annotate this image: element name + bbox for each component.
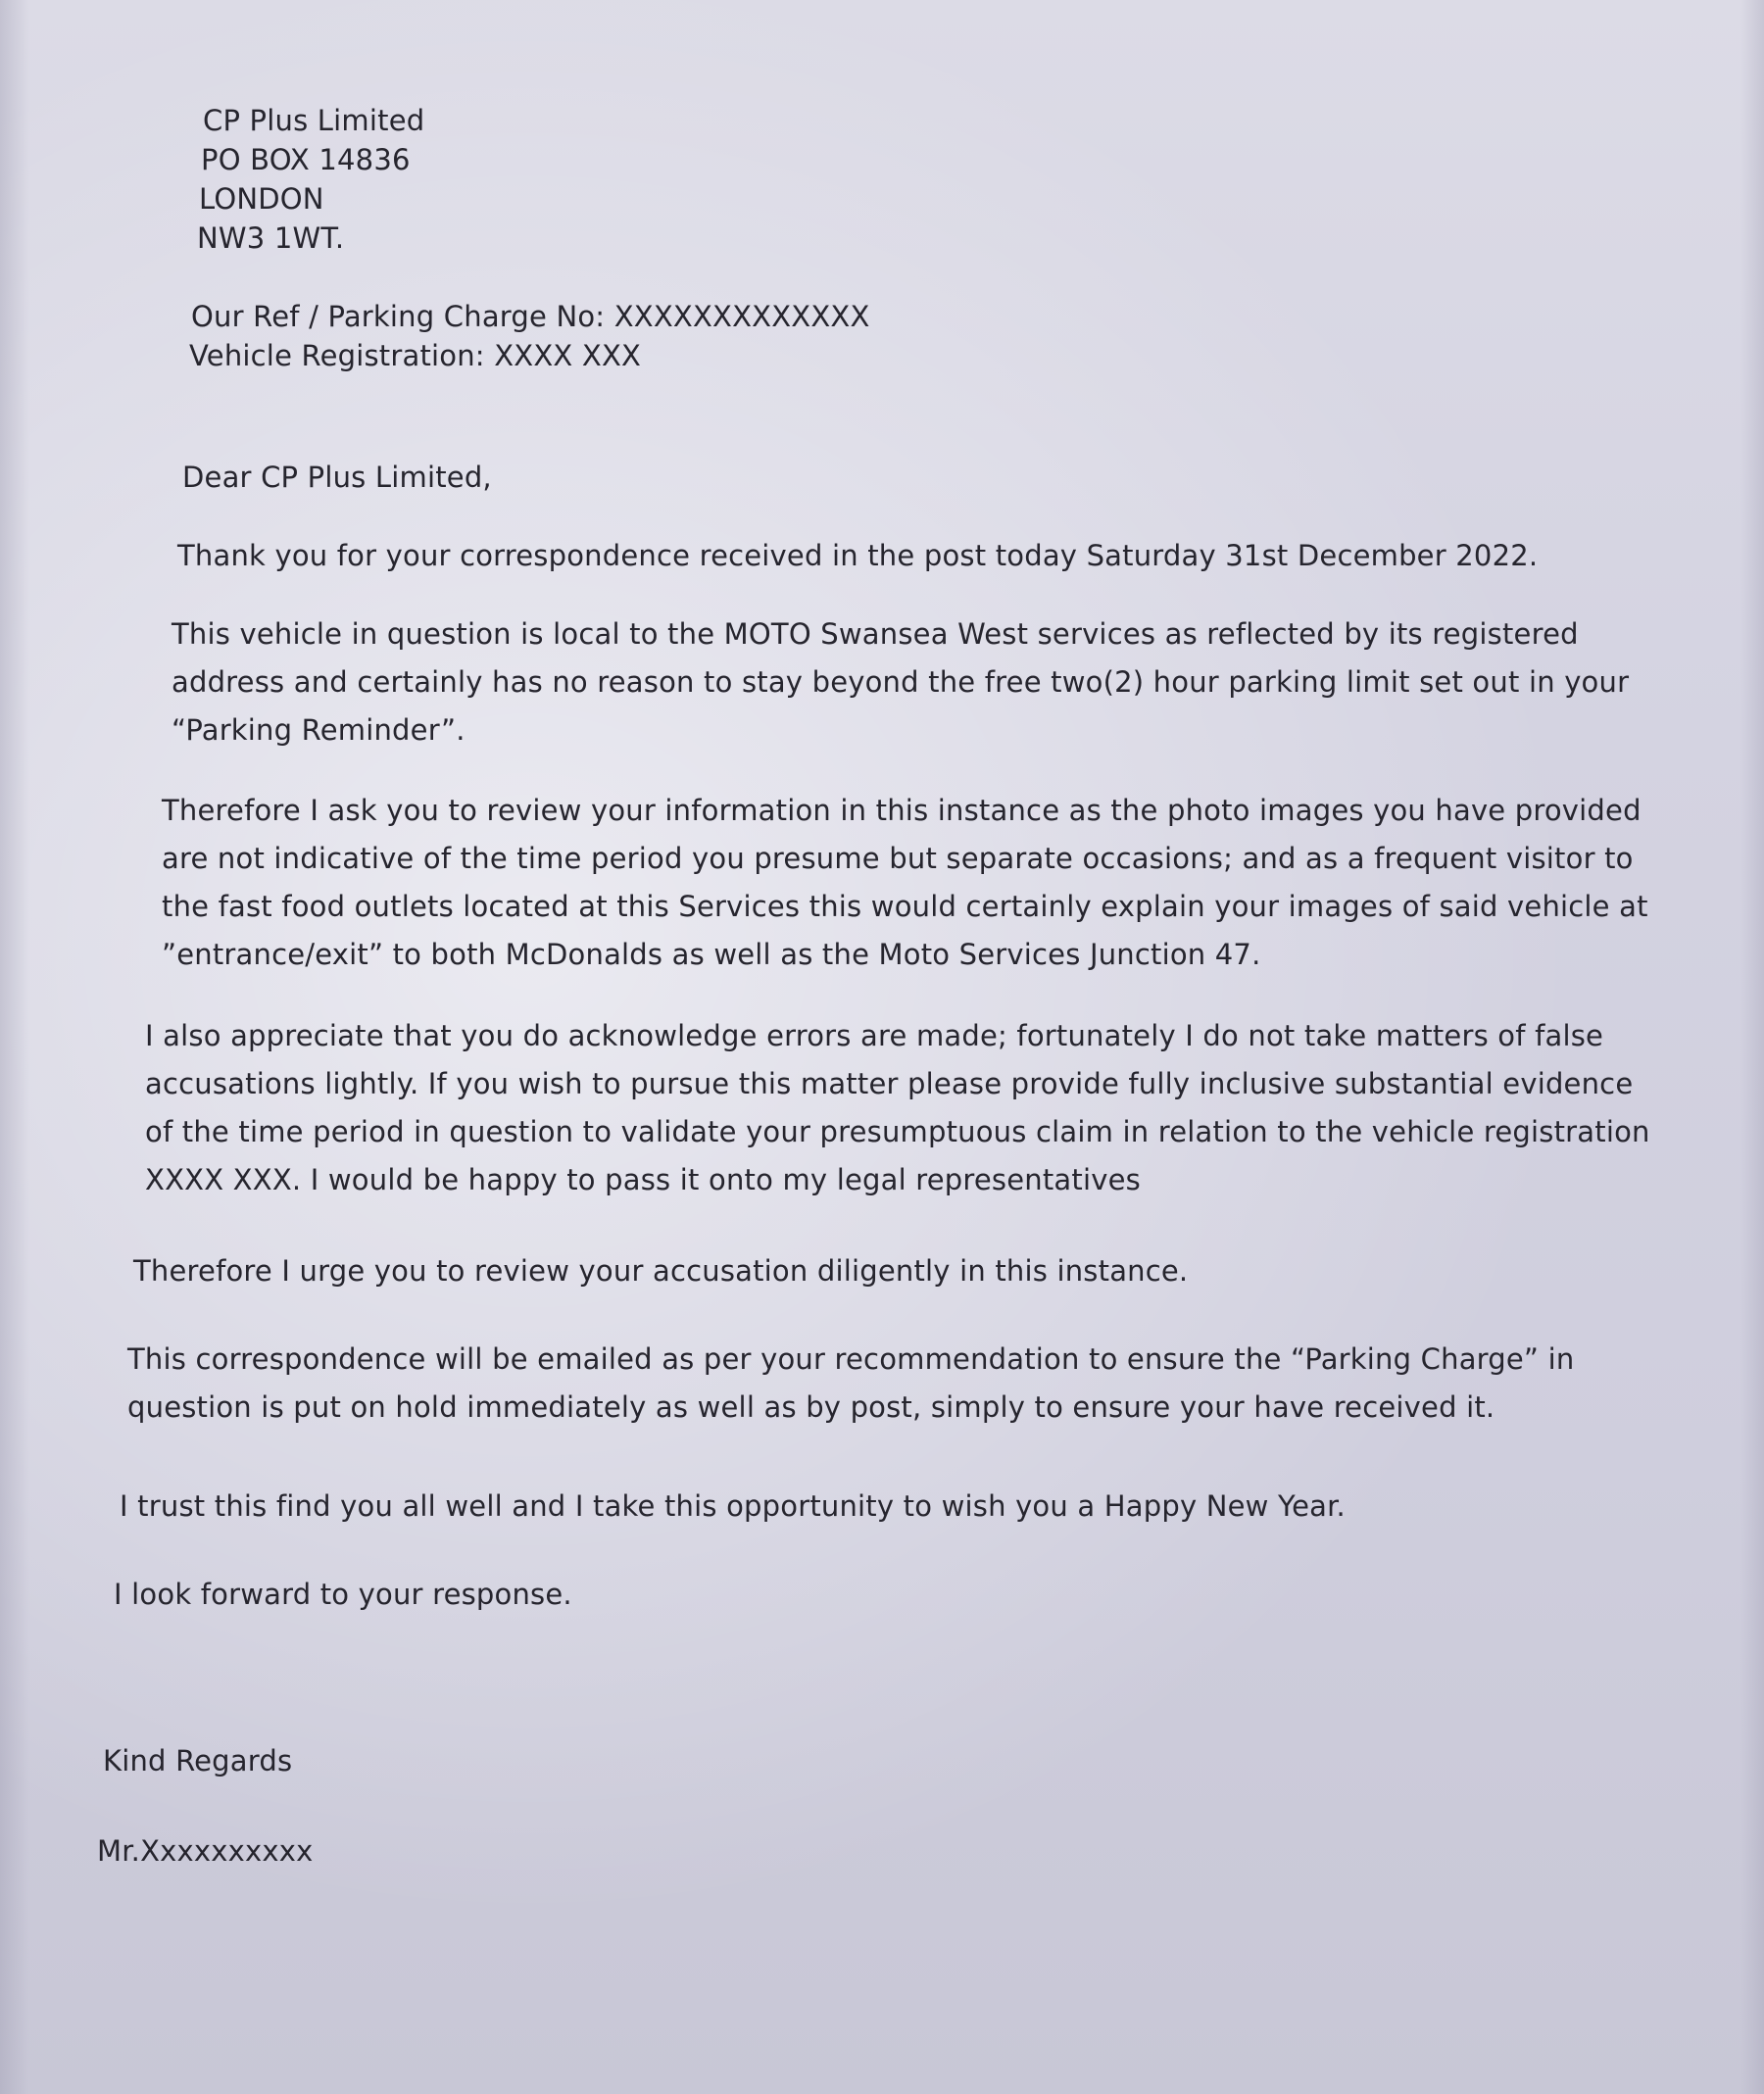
page-edge-shadow-left xyxy=(0,0,29,2094)
paragraph-urge-review xyxy=(133,1247,1188,1295)
paragraph-look-forward xyxy=(114,1571,572,1619)
paragraph-line: I trust this find you all well and I take this opportunity to wish you a Happy New Year. xyxy=(120,1489,1346,1523)
paragraph-line: “Parking Reminder”. xyxy=(172,713,466,747)
paragraph-errors-evidence xyxy=(145,1012,1650,1204)
address-line-pobox: PO BOX 14836 xyxy=(201,143,411,176)
paragraph-line: XXXX XXX. I would be happy to pass it onto my legal representatives xyxy=(145,1163,1141,1196)
closing: Kind Regards xyxy=(103,1744,293,1777)
paragraph-line: are not indicative of the time period you presume but separate occasions; and as a frequent visitor to xyxy=(162,842,1634,875)
vehicle-registration: Vehicle Registration: XXXX XXX xyxy=(189,339,642,372)
paragraph-line: This vehicle in question is local to the MOTO Swansea West services as reflected by its registered xyxy=(172,617,1579,651)
address-line-postcode: NW3 1WT. xyxy=(197,221,345,255)
address-line-company: CP Plus Limited xyxy=(203,104,425,137)
address-line-city: LONDON xyxy=(199,182,324,216)
paragraph-line: Thank you for your correspondence received in the post today Saturday 31st December 2022. xyxy=(177,539,1539,572)
paragraph-line: Therefore I ask you to review your information in this instance as the photo images you have provided xyxy=(162,794,1642,827)
paragraph-line: Therefore I urge you to review your accusation diligently in this instance. xyxy=(133,1254,1189,1288)
paragraph-thanks xyxy=(177,532,1538,580)
paragraph-line: This correspondence will be emailed as per your recommendation to ensure the “Parking Charge” in xyxy=(127,1342,1575,1376)
paragraph-vehicle-local xyxy=(172,610,1629,755)
paragraph-review-information xyxy=(162,787,1648,979)
parking-charge-reference: Our Ref / Parking Charge No: XXXXXXXXXXXXX xyxy=(191,300,870,333)
paragraph-line: the fast food outlets located at this Services this would certainly explain your images of said vehicle at xyxy=(162,890,1648,923)
page-edge-shadow-right xyxy=(1740,0,1764,2094)
paragraph-line: I look forward to your response. xyxy=(114,1578,572,1611)
paragraph-line: I also appreciate that you do acknowledge errors are made; fortunately I do not take matters of false xyxy=(145,1019,1604,1052)
paragraph-line: address and certainly has no reason to stay beyond the free two(2) hour parking limit set out in your xyxy=(172,665,1630,699)
paragraph-line: question is put on hold immediately as well as by post, simply to ensure your have received it. xyxy=(127,1390,1495,1424)
salutation: Dear CP Plus Limited, xyxy=(182,461,492,494)
paragraph-line: of the time period in question to validate your presumptuous claim in relation to the vehicle registration xyxy=(145,1115,1650,1148)
paragraph-line: accusations lightly. If you wish to pursue this matter please provide fully inclusive substantial evidence xyxy=(145,1067,1634,1100)
signature: Mr.Xxxxxxxxxx xyxy=(97,1834,314,1868)
paragraph-line: ”entrance/exit” to both McDonalds as well as the Moto Services Junction 47. xyxy=(162,938,1261,971)
paragraph-happy-new-year xyxy=(120,1483,1346,1531)
paragraph-emailed-correspondence xyxy=(127,1336,1574,1432)
